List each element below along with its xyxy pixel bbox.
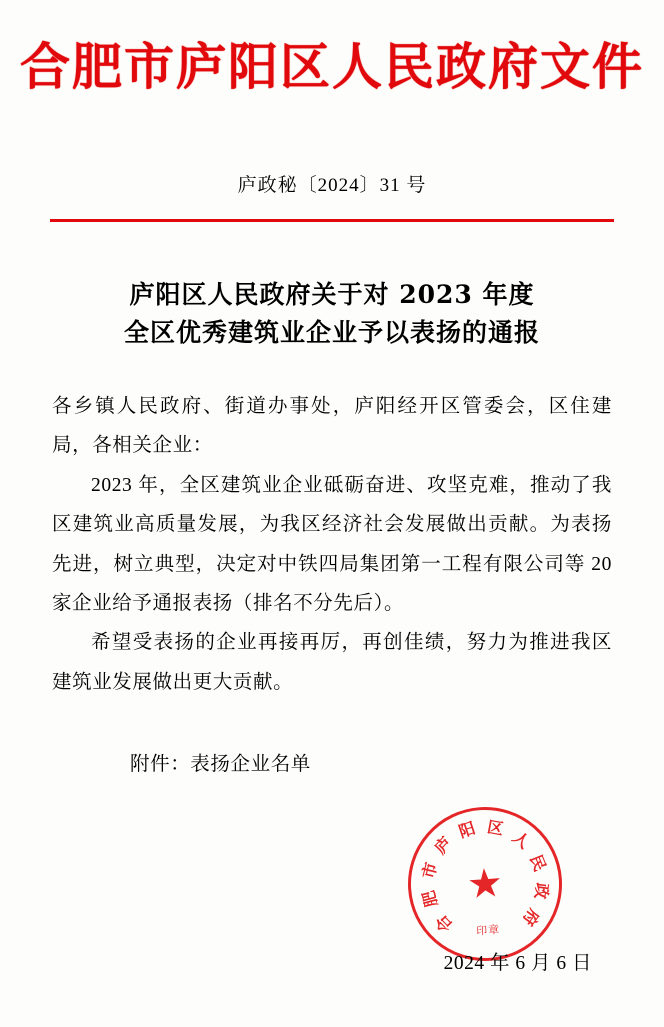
seal-subtext: 印章 bbox=[475, 924, 501, 938]
masthead bbox=[0, 0, 664, 96]
attachment-line: 附件：表扬企业名单 bbox=[130, 754, 311, 775]
document-number: 庐政秘〔2024〕31 号 bbox=[237, 174, 427, 196]
seal-text: 合 肥 市 庐 阳 区 人 民 政 府 bbox=[418, 817, 552, 936]
page-title bbox=[0, 276, 664, 354]
masthead-title: 合肥市庐阳区人民政府文件 bbox=[20, 37, 644, 96]
recipients-paragraph: 各乡镇人民政府、街道办事处，庐阳经开区管委会，区住建局，各相关企业： bbox=[52, 396, 612, 457]
page-title-line-1: 庐阳区人民政府关于对 2023 年度 bbox=[129, 279, 535, 309]
seal-star-icon: ★ bbox=[465, 859, 505, 908]
body-paragraph-1: 2023 年，全区建筑业企业砥砺奋进、攻坚克难，推动了我区建筑业高质量发展，为我区经济社会发展做出贡献。为表扬先进，树立典型，决定对中铁四局集团第一工程有限公司等 20 家企业给予通报表扬（排名不分先后）。 bbox=[52, 474, 612, 614]
document-date: 2024 年 6 月 6 日 bbox=[443, 953, 592, 974]
signature-block bbox=[320, 803, 620, 993]
official-seal bbox=[403, 802, 567, 966]
document-body bbox=[52, 387, 612, 702]
red-divider-rule bbox=[50, 219, 614, 222]
body-paragraph-2: 希望受表扬的企业再接再厉，再创佳绩，努力为推进我区建筑业发展做出更大贡献。 bbox=[52, 632, 612, 693]
page-title-line-2: 全区优秀建筑业企业予以表扬的通报 bbox=[123, 318, 540, 348]
